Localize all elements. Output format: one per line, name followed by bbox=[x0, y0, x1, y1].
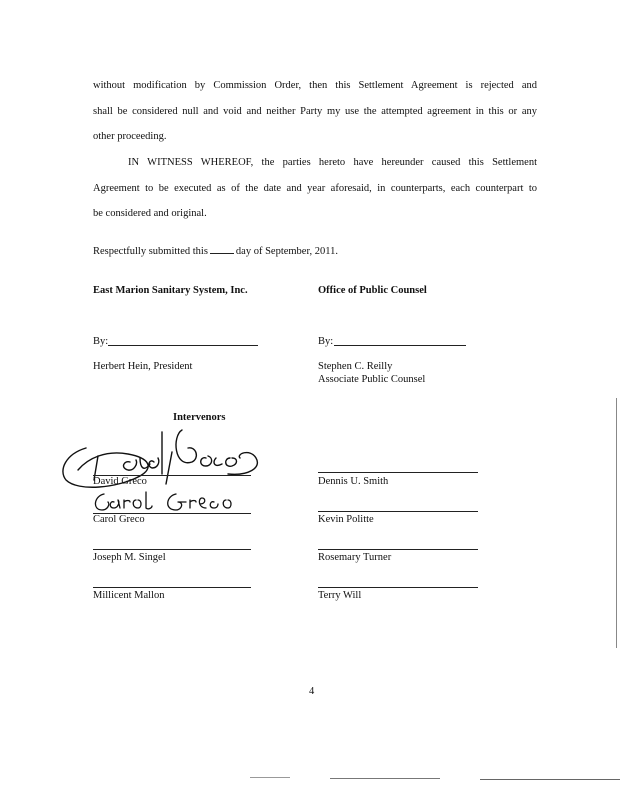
right-party-org: Office of Public Counsel bbox=[318, 285, 427, 296]
intervenor-name: Kevin Politte bbox=[318, 514, 374, 525]
scan-bottom-mark bbox=[330, 778, 440, 779]
intervenor-name: Dennis U. Smith bbox=[318, 476, 389, 487]
submitted-suffix: day of September, 2011. bbox=[235, 246, 339, 257]
signature-line-terry bbox=[318, 587, 478, 588]
intervenor-name: Joseph M. Singel bbox=[93, 552, 166, 563]
witness-line: IN WITNESS WHEREOF, the parties hereto have hereunder caused this Settlement bbox=[128, 157, 537, 168]
signature-david-greco bbox=[58, 418, 263, 496]
signature-line-kevin bbox=[318, 511, 478, 512]
intervenor-name: Rosemary Turner bbox=[318, 552, 392, 563]
intervenor-name: Terry Will bbox=[318, 590, 362, 601]
signature-line-millicent bbox=[93, 587, 251, 588]
intervenors-heading: Intervenors bbox=[173, 412, 226, 423]
left-party-org: East Marion Sanitary System, Inc. bbox=[93, 285, 248, 296]
signature-line-dennis bbox=[318, 472, 478, 473]
intervenor-name: Millicent Mallon bbox=[93, 590, 165, 601]
scan-bottom-mark bbox=[250, 777, 290, 778]
signature-line-rosemary bbox=[318, 549, 478, 550]
paragraph-line: without modification by Commission Order, then this Settlement Agreement is rejected and bbox=[93, 80, 537, 91]
paragraph-line: shall be considered null and void and neither Party my use the attempted agreement in this or any bbox=[93, 106, 537, 117]
intervenor-name: Carol Greco bbox=[93, 514, 145, 525]
right-signature-line bbox=[334, 345, 466, 346]
right-party-name: Stephen C. Reilly bbox=[318, 361, 393, 372]
witness-line: Agreement to be executed as of the date and year aforesaid, in counterparts, each counterpart to bbox=[93, 183, 537, 194]
signature-line-joseph bbox=[93, 549, 251, 550]
intervenor-name: David Greco bbox=[93, 476, 147, 487]
day-blank bbox=[210, 243, 234, 254]
submitted-line bbox=[93, 243, 338, 259]
scan-edge-mark bbox=[616, 398, 617, 648]
submitted-prefix: Respectfully submitted this bbox=[93, 246, 208, 257]
right-by-label: By: bbox=[318, 336, 334, 347]
left-by-label: By: bbox=[93, 336, 109, 347]
left-party-name: Herbert Hein, President bbox=[93, 361, 193, 372]
scan-bottom-mark bbox=[480, 779, 620, 780]
witness-line: be considered and original. bbox=[93, 208, 207, 219]
left-signature-line bbox=[108, 345, 258, 346]
paragraph-line: other proceeding. bbox=[93, 131, 167, 142]
page-number: 4 bbox=[309, 686, 315, 697]
right-party-title: Associate Public Counsel bbox=[318, 374, 426, 385]
